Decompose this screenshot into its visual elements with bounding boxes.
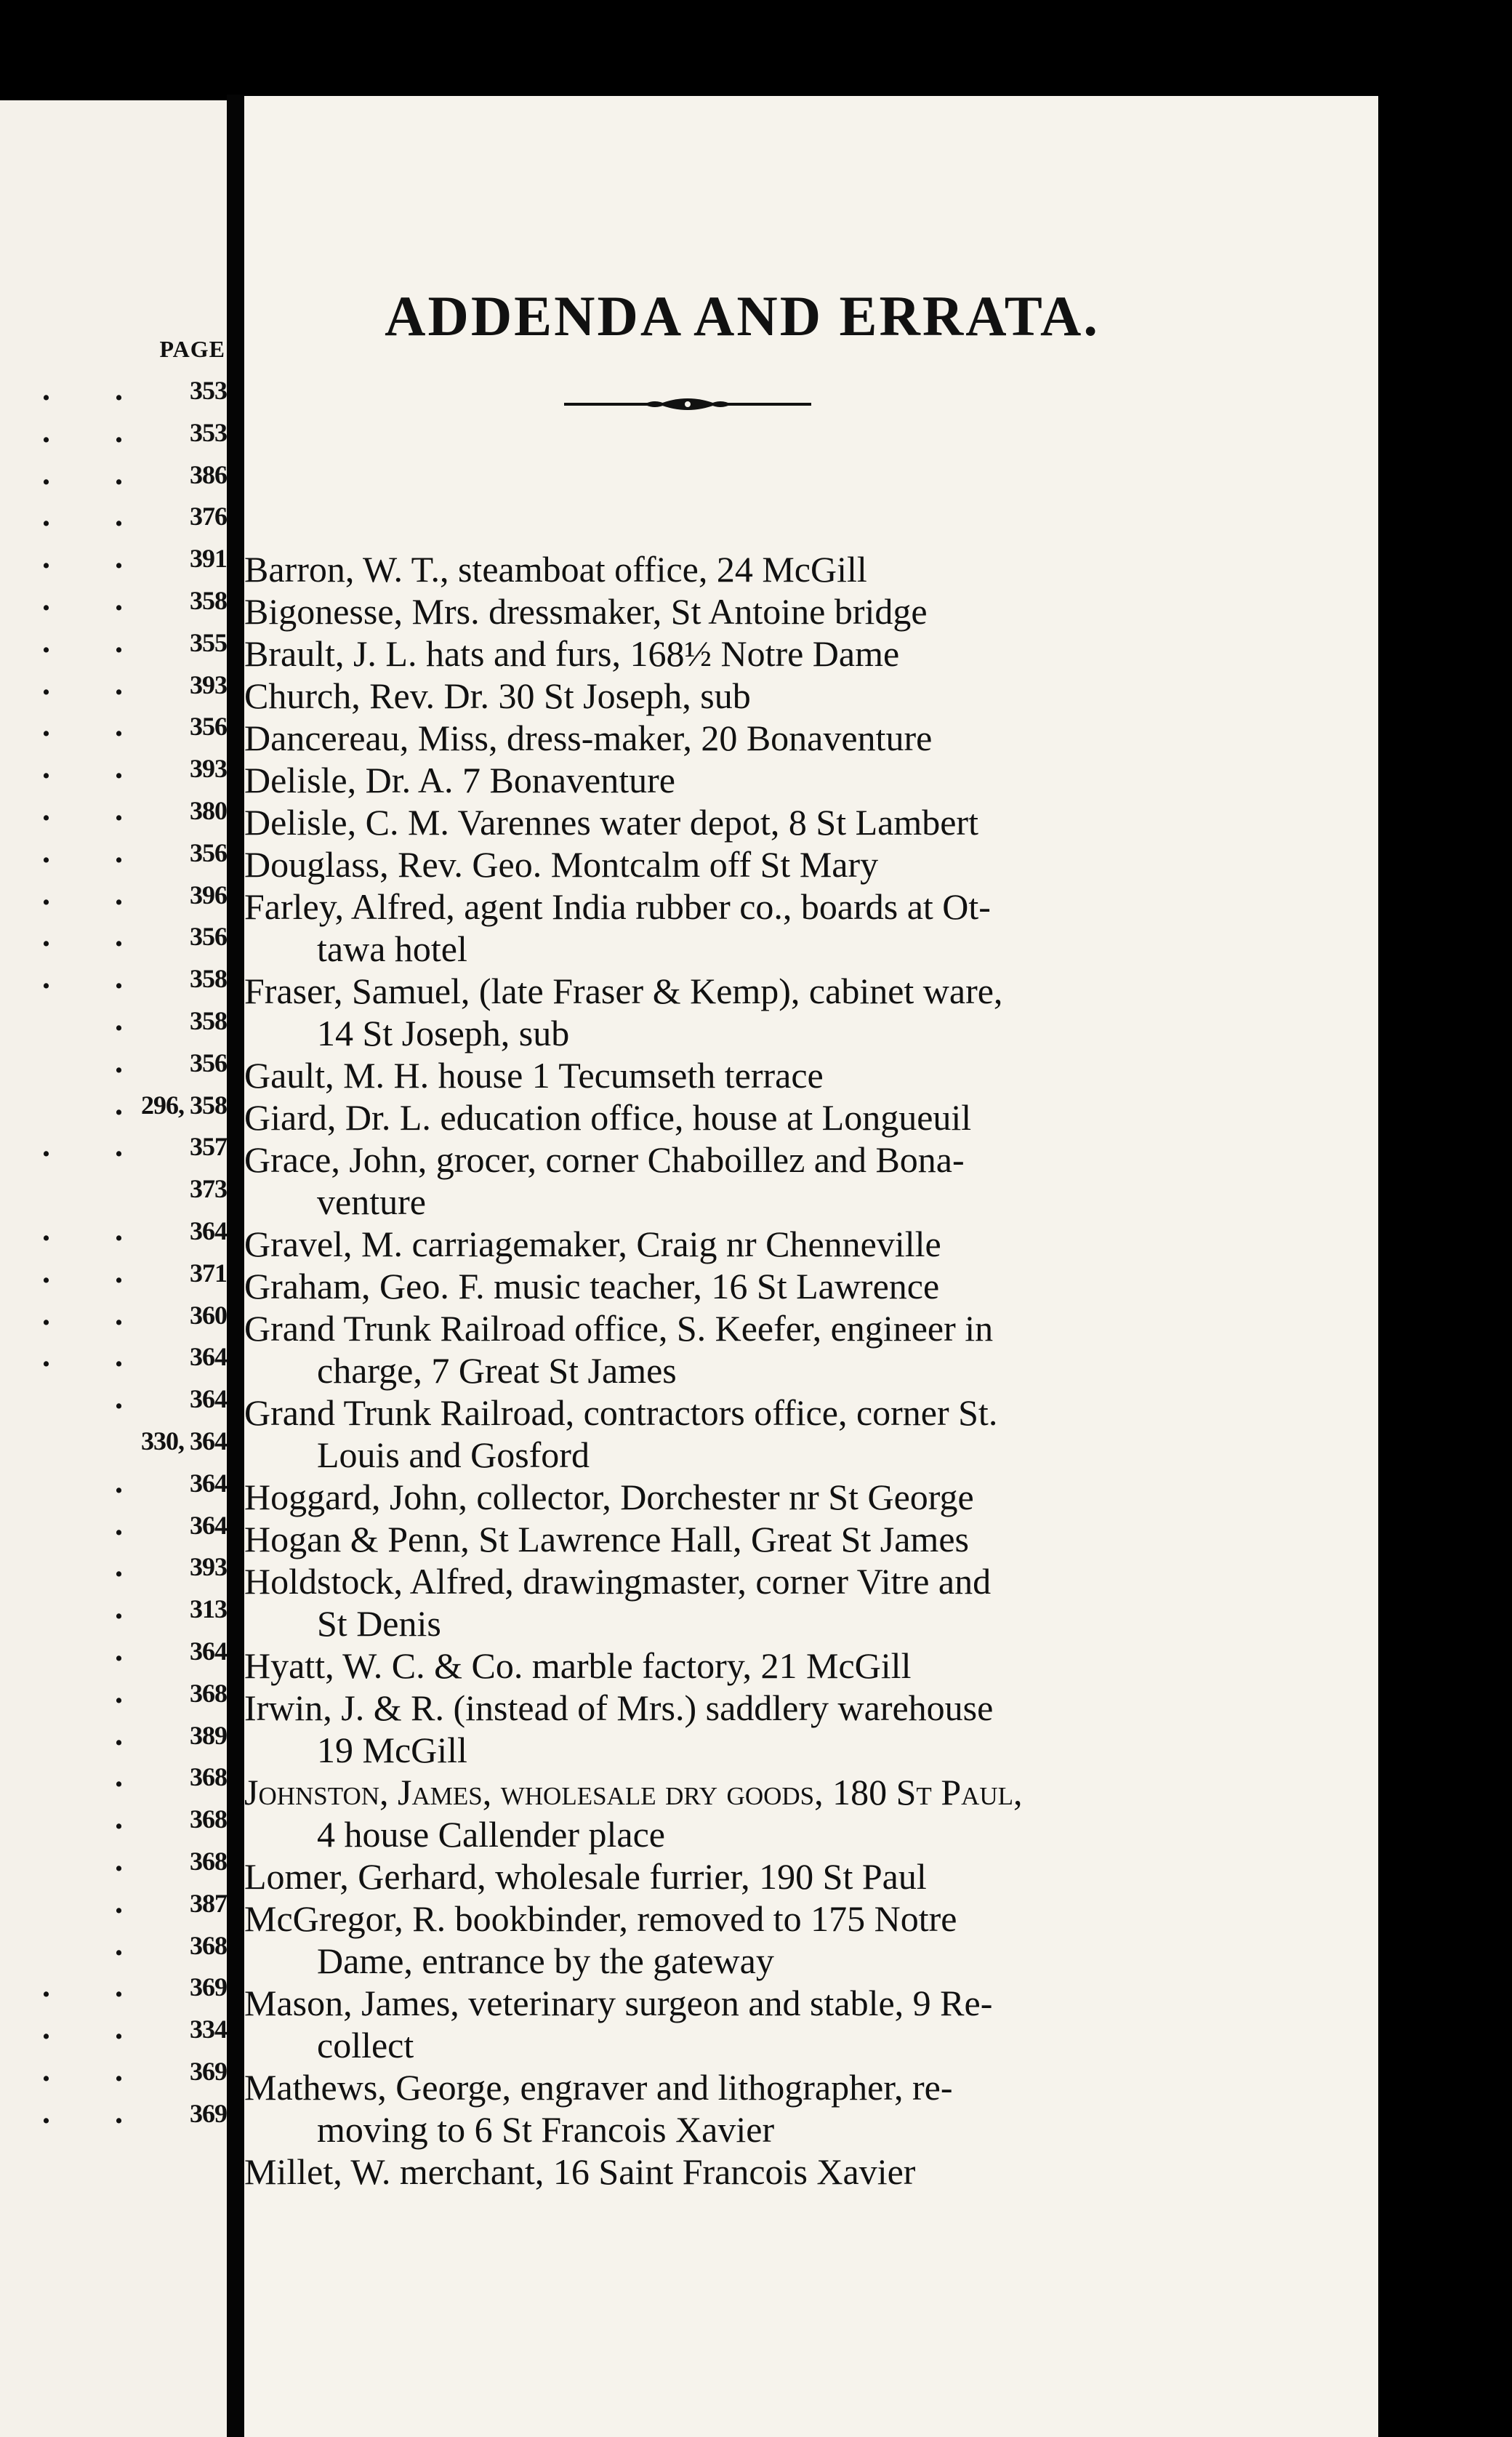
directory-entry [244, 1645, 1197, 1687]
entry-line: Gravel, M. carriagemaker, Craig nr Chenneville [244, 1224, 941, 1264]
leader-dot: . [42, 455, 50, 491]
page-reference-row [0, 1924, 227, 1967]
page-number: 364 [190, 1216, 227, 1245]
leader-dot: . [115, 413, 123, 449]
page-reference-row [0, 664, 227, 706]
directory-entry [244, 843, 1197, 886]
page-reference-row [0, 454, 227, 496]
entry-line: Mathews, George, engraver and lithographer, re- [244, 2067, 953, 2108]
entry-line: Farley, Alfred, agent India rubber co., boards at Ot- [244, 886, 991, 927]
page-number: 364 [190, 1510, 227, 1540]
page-number: 369 [190, 1972, 227, 2002]
directory-entry [244, 1771, 1197, 1855]
entry-line: Delisle, Dr. A. 7 Bonaventure [244, 760, 675, 800]
entry-line: Millet, W. merchant, 16 Saint Francois Xavier [244, 2151, 916, 2192]
directory-entry [244, 1392, 1197, 1476]
entry-line: Lomer, Gerhard, wholesale furrier, 190 St Paul [244, 1856, 927, 1897]
leader-dot: . [115, 1043, 123, 1080]
page-reference-row [0, 957, 227, 1000]
directory-entry [244, 1265, 1197, 1307]
page-reference-row [0, 2092, 227, 2135]
page-number: 353 [190, 417, 227, 447]
directory-entry [244, 801, 1197, 843]
entry-continuation-line: 4 house Callender place [317, 1814, 665, 1855]
page-number: 368 [190, 1930, 227, 1960]
entry-continuation-line: collect [317, 2025, 414, 2065]
page-number: 376 [190, 502, 227, 531]
entry-line: Barron, W. T., steamboat office, 24 McGill [244, 549, 867, 590]
leader-dot: . [42, 1296, 50, 1332]
leader-dot: . [42, 707, 50, 744]
page-number: 358 [190, 586, 227, 615]
entry-line: Hogan & Penn, St Lawrence Hall, Great St James [244, 1519, 969, 1559]
leader-dot: . [115, 1085, 123, 1122]
leader-dot: . [42, 497, 50, 534]
page-number: 334 [190, 2015, 227, 2044]
page-reference-row [0, 579, 227, 622]
page-number: 364 [190, 1342, 227, 1372]
page-number: 356 [190, 838, 227, 867]
leader-dot: . [42, 1128, 50, 1164]
entry-line: Bigonesse, Mrs. dressmaker, St Antoine bridge [244, 591, 928, 632]
leader-dot: . [115, 539, 123, 576]
page-reference-row [0, 1672, 227, 1714]
page-number: 313 [190, 1594, 227, 1624]
page-reference-row [0, 1125, 227, 1168]
page-reference-row [0, 1252, 227, 1294]
entry-line: Mason, James, veterinary surgeon and stable, 9 Re- [244, 1983, 993, 2023]
leader-dot: . [115, 1716, 123, 1752]
page-reference-row [0, 1798, 227, 1840]
leader-dot: . [115, 918, 123, 954]
directory-entry [244, 548, 1197, 590]
entry-line: Brault, J. L. hats and furs, 168½ Notre Dame [244, 633, 900, 674]
leader-dot: . [42, 875, 50, 912]
directory-entry [244, 2066, 1197, 2151]
page-reference-row [0, 1042, 227, 1084]
page-reference-row [0, 915, 227, 957]
leader-dot: . [115, 497, 123, 534]
entry-line: Grace, John, grocer, corner Chaboillez and Bona- [244, 1139, 965, 1180]
page-number: 393 [190, 1552, 227, 1582]
entry-line: Fraser, Samuel, (late Fraser & Kemp), cabinet ware, [244, 971, 1003, 1011]
page-reference-row [0, 1756, 227, 1798]
page-reference-row [0, 537, 227, 579]
page-number: 373 [190, 1174, 227, 1204]
page-reference-row [0, 1504, 227, 1546]
leader-dot: . [42, 623, 50, 659]
page-number: 364 [190, 1384, 227, 1414]
leader-dot: . [42, 372, 50, 407]
page-reference-row [0, 2008, 227, 2050]
leader-dot: . [115, 1800, 123, 1836]
directory-entry [244, 1518, 1197, 1560]
page-number: 369 [190, 2098, 227, 2128]
leader-dot: . [115, 1380, 123, 1416]
entry-continuation-line: Dame, entrance by the gateway [317, 1940, 774, 1981]
page-reference-row [0, 1084, 227, 1126]
leader-dot: . [115, 1548, 123, 1584]
leader-dot: . [115, 750, 123, 786]
entry-continuation-line: 19 McGill [317, 1730, 467, 1770]
leader-dot: . [42, 1212, 50, 1248]
directory-entry [244, 1054, 1197, 1096]
leader-dot: . [42, 960, 50, 996]
entry-continuation-line: tawa hotel [317, 928, 467, 969]
page-reference-row [0, 1294, 227, 1336]
page-number: 356 [190, 922, 227, 952]
page-reference-row [0, 747, 227, 790]
page-number: 330, 364 [141, 1426, 227, 1456]
book-spine-shadow [227, 95, 244, 2437]
page-number: 368 [190, 1847, 227, 1876]
leader-dot: . [115, 1506, 123, 1542]
entry-continuation-line: Louis and Gosford [317, 1434, 590, 1475]
page-reference-row [0, 1336, 227, 1378]
page-reference-row [0, 1714, 227, 1757]
page-number: 380 [190, 796, 227, 825]
directory-entry [244, 1223, 1197, 1265]
entry-continuation-line: charge, 7 Great St James [317, 1350, 677, 1391]
page-number: 371 [190, 1258, 227, 1288]
page-number: 356 [190, 712, 227, 742]
leader-dot: . [115, 1926, 123, 1962]
leader-dot: . [115, 1884, 123, 1920]
page-reference-row [0, 1588, 227, 1630]
directory-entry [244, 1560, 1197, 1645]
entry-line: Dancereau, Miss, dress-maker, 20 Bonaventure [244, 718, 933, 758]
page-number: 386 [190, 459, 227, 489]
entry-line: Hoggard, John, collector, Dorchester nr St George [244, 1477, 974, 1517]
page-reference-row [0, 874, 227, 916]
directory-entry [244, 2151, 1197, 2193]
page-number: 364 [190, 1637, 227, 1666]
leader-dot: . [115, 1296, 123, 1332]
directory-entry [244, 1898, 1197, 1982]
page-number: 353 [190, 376, 227, 405]
leader-dot: . [115, 1338, 123, 1374]
leader-dot: . [42, 2094, 50, 2130]
directory-entry [244, 1855, 1197, 1898]
directory-entry [244, 759, 1197, 801]
entry-continuation-line: moving to 6 St Francois Xavier [317, 2109, 775, 2150]
page-reference-row [0, 1210, 227, 1252]
page-number: 296, 358 [141, 1090, 227, 1120]
entry-line: Giard, Dr. L. education office, house at Longueuil [244, 1097, 972, 1138]
leader-dot: . [115, 582, 123, 617]
page-number: 368 [190, 1804, 227, 1834]
directory-entry-list [244, 548, 1197, 2193]
directory-entry [244, 970, 1197, 1054]
page-number: 387 [190, 1888, 227, 1918]
leader-dot: . [115, 1253, 123, 1290]
leader-dot: . [115, 960, 123, 996]
leader-dot: . [115, 1632, 123, 1668]
entry-line: McGregor, R. bookbinder, removed to 175 Notre [244, 1898, 957, 1939]
page-number: 358 [190, 964, 227, 994]
directory-entry [244, 675, 1197, 717]
entry-line: Grand Trunk Railroad, contractors office, corner St. [244, 1392, 998, 1433]
entry-line: Graham, Geo. F. music teacher, 16 St Lawrence [244, 1266, 940, 1306]
leader-dot: . [42, 2052, 50, 2088]
page-number: 393 [190, 670, 227, 699]
leader-dot: . [115, 2094, 123, 2130]
page-number: 389 [190, 1720, 227, 1750]
leader-dot: . [115, 1674, 123, 1710]
title-ornament-divider [564, 390, 811, 419]
leader-dot: . [115, 455, 123, 491]
directory-entry [244, 1982, 1197, 2066]
page-reference-row [0, 2050, 227, 2092]
leader-dot: . [42, 665, 50, 702]
page-number: 356 [190, 1048, 227, 1077]
directory-entry [244, 1687, 1197, 1771]
leader-dot: . [115, 1212, 123, 1248]
leader-dot: . [42, 1968, 50, 2004]
page-reference-row [0, 1546, 227, 1588]
page-reference-row [0, 1420, 227, 1462]
page-reference-row [0, 1168, 227, 1210]
leader-dot: . [115, 372, 123, 407]
leader-dot: . [115, 875, 123, 912]
page-number: 369 [190, 2057, 227, 2086]
leader-dot: . [42, 539, 50, 576]
leader-dot: . [42, 918, 50, 954]
entry-line: Johnston, James, wholesale dry goods, 180 St Paul, [244, 1772, 1023, 1812]
page-reference-row [0, 1462, 227, 1504]
leader-dot: . [42, 750, 50, 786]
page-number: 364 [190, 1468, 227, 1498]
page-reference-row [0, 495, 227, 537]
page-number: 355 [190, 627, 227, 657]
page-reference-row [0, 705, 227, 747]
directory-entry [244, 886, 1197, 970]
leader-dot: . [42, 1253, 50, 1290]
page-reference-row [0, 622, 227, 664]
page-reference-row [0, 369, 227, 411]
directory-entry [244, 1307, 1197, 1392]
leader-dot: . [115, 2052, 123, 2088]
page-reference-row [0, 1840, 227, 1882]
page-reference-row [0, 1882, 227, 1924]
page-number: 368 [190, 1678, 227, 1708]
entry-line: Irwin, J. & R. (instead of Mrs.) saddlery warehouse [244, 1687, 994, 1728]
directory-entry [244, 633, 1197, 675]
leader-dot: . [115, 1758, 123, 1794]
page-reference-row [0, 790, 227, 832]
leader-dot: . [42, 413, 50, 449]
page-number: 396 [190, 880, 227, 910]
leader-dot: . [42, 582, 50, 617]
directory-entry [244, 1139, 1197, 1223]
leader-dot: . [42, 2010, 50, 2047]
leader-dot: . [42, 792, 50, 827]
leader-dot: . [115, 1590, 123, 1626]
entry-line: Gault, M. H. house 1 Tecumseth terrace [244, 1055, 824, 1096]
leader-dot: . [115, 1842, 123, 1878]
main-page [244, 96, 1378, 2437]
page-reference-row [0, 832, 227, 874]
page-number: 357 [190, 1132, 227, 1162]
directory-entry [244, 1476, 1197, 1518]
directory-entry [244, 590, 1197, 633]
entry-continuation-line: St Denis [317, 1603, 441, 1644]
page-title: ADDENDA AND ERRATA. [385, 284, 1100, 348]
page-column-header: PAGE [159, 336, 225, 362]
entry-line: Delisle, C. M. Varennes water depot, 8 St Lambert [244, 802, 978, 843]
leader-dot: . [115, 792, 123, 827]
entry-continuation-line: 14 St Joseph, sub [317, 1013, 570, 1053]
leader-dot: . [42, 1338, 50, 1374]
entry-line: Church, Rev. Dr. 30 St Joseph, sub [244, 675, 751, 716]
page-number: 358 [190, 1006, 227, 1035]
page-reference-row [0, 1378, 227, 1420]
leader-dot: . [42, 833, 50, 870]
leader-dot: . [115, 1968, 123, 2004]
leader-dot: . [115, 1464, 123, 1500]
page-number: 368 [190, 1762, 227, 1792]
directory-entry [244, 1096, 1197, 1139]
page-reference-row [0, 1000, 227, 1042]
entry-line: Holdstock, Alfred, drawingmaster, corner Vitre and [244, 1561, 992, 1602]
page-reference-row [0, 1966, 227, 2008]
directory-entry [244, 717, 1197, 759]
page-reference-row [0, 1630, 227, 1672]
leader-dot: . [115, 623, 123, 659]
leader-dot: . [115, 665, 123, 702]
page-number: 360 [190, 1300, 227, 1330]
leader-dot: . [115, 1002, 123, 1037]
leader-dot: . [115, 1128, 123, 1164]
entry-line: Douglass, Rev. Geo. Montcalm off St Mary [244, 844, 879, 885]
entry-line: Grand Trunk Railroad office, S. Keefer, engineer in [244, 1308, 994, 1349]
page-number: 391 [190, 544, 227, 574]
leader-dot: . [115, 2010, 123, 2047]
page-reference-row [0, 411, 227, 454]
entry-continuation-line: venture [317, 1181, 426, 1222]
page-number: 393 [190, 754, 227, 784]
leader-dot: . [115, 707, 123, 744]
leader-dot: . [115, 833, 123, 870]
entry-line: Hyatt, W. C. & Co. marble factory, 21 McGill [244, 1645, 912, 1686]
